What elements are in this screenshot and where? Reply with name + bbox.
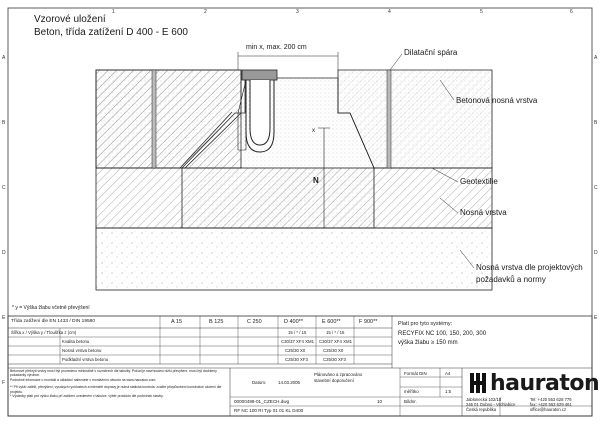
grid-col-1: 1 — [112, 9, 115, 15]
address-3: Česká republika — [466, 407, 497, 412]
contact-2[interactable]: fax: +420 553 629 461 — [530, 402, 572, 407]
row-n-d: C25/30 X0 — [285, 348, 306, 353]
channel-grating — [242, 70, 277, 80]
expansion-joint-left — [152, 70, 156, 168]
grid-row-c: C — [2, 185, 6, 191]
drawing-number: 00000498-01_CZECH.dwg — [234, 399, 290, 404]
drain-channel — [250, 80, 270, 145]
grid-row-c-right: C — [594, 185, 598, 191]
note-3: ** Při vyšší zátěži, převýšení, vysokých rychlostech a intenzitě dopravy je nutná statická kontrola; zvažte přizpůsobení konstrukce uložení dle projektu. — [10, 385, 222, 394]
notes-block — [10, 369, 228, 398]
note-1: Betonové překrytí vrstvy musí být provedeno minimálně v rozměrech dle tabulky. Pokud je navrhováno nižší převýšení, musí být dodrženy požadavky výrobce. — [10, 369, 217, 378]
grid-row-e-right: E — [594, 315, 598, 321]
row-quality-d: C30/37 XF4 XM1 — [281, 339, 314, 344]
class-f900: F 900** — [359, 319, 378, 325]
systems-list: RECYFIX NC 100, 150, 200, 300 — [398, 331, 487, 337]
grid-row-a: A — [2, 55, 6, 61]
label-design-layer-1: Nosná vrstva dle projektových — [476, 263, 583, 272]
planned-value: stavební doporučení — [314, 378, 354, 383]
row-n-label: Nosná vrstva betonu — [62, 348, 102, 353]
note-2: Podrobné informace o montáži a ukládání naleznete v montážním návodu na www.hauraton.com. — [10, 377, 157, 382]
class-e600: E 600** — [322, 319, 341, 325]
date-label: Datum: — [252, 380, 267, 385]
label-design-layer-2: požadavků a normy — [476, 275, 546, 284]
row-xyz-d: 15 / * / 15 — [288, 330, 307, 335]
date-value: 14.03.2005 — [278, 380, 300, 385]
format-label: Formát DIN — [404, 371, 427, 376]
grid-row-e: E — [2, 315, 6, 321]
row-quality-e: C30/37 XF4 XM1 — [319, 339, 352, 344]
row-xyz-e: 15 / * / 15 — [326, 330, 345, 335]
label-expansion-joint: Dilatační spára — [404, 48, 458, 57]
grid-col-4: 4 — [388, 9, 391, 15]
footnote: * y = Výška žlabu včetně převýšení — [12, 305, 90, 311]
row-base-e: C25/30 XF3 — [323, 357, 346, 362]
label-concrete-layer: Betonová nosná vrstva — [456, 96, 538, 105]
systems-title: Platí pro tyto systémy: — [398, 321, 453, 327]
drawing-reference: RF NC 100 RI Typ 01 01 KL D400 — [234, 408, 304, 413]
grid-row-d-right: D — [594, 250, 598, 256]
row-base-label: Podkladní vrstva betonu — [62, 357, 109, 362]
class-d400: D 400** — [284, 319, 303, 325]
height-note: výška žlabu ≥ 150 mm — [398, 340, 458, 346]
format-value: A4 — [445, 371, 451, 376]
scale-label: měřítko — [404, 389, 419, 394]
grid-row-b-right: B — [594, 120, 598, 126]
class-b125: B 125 — [209, 319, 224, 325]
grid-col-5: 5 — [480, 9, 483, 15]
planned-label: Plánováno a zpracováno — [314, 372, 363, 377]
grid-col-6: 6 — [570, 9, 573, 15]
grid-col-2: 2 — [204, 9, 207, 15]
grid-col-3: 3 — [296, 9, 299, 15]
expansion-joint-right — [387, 70, 391, 168]
dimension-label: min x, max. 200 cm — [246, 44, 307, 51]
company-logo: hauraton — [490, 371, 600, 396]
row-base-d: C25/30 XF3 — [285, 357, 308, 362]
hauraton-logo-icon — [470, 373, 488, 393]
address-1: Jablonecká 102/18 — [466, 397, 502, 402]
label-base-layer: Nosná vrstva — [460, 208, 507, 217]
class-a15: A 15 — [171, 319, 183, 325]
label-geotextile: Geotextilie — [460, 177, 498, 186]
scale-value: 1:5 — [445, 389, 452, 394]
unit-label: Bildnr. — [404, 399, 417, 404]
page-title: Vzorové uložení — [34, 14, 106, 25]
row-quality-label: Kvalita betonu — [62, 339, 90, 344]
contact-1: Tel: +420 553 628 776 — [530, 397, 572, 402]
grid-row-d: D — [2, 250, 6, 256]
sheet-number: 10 — [377, 399, 383, 404]
table-header-label: Třída zatížení dle EN 1433 / DIN 19580 — [11, 319, 95, 324]
grid-row-a-right: A — [594, 55, 598, 61]
row-xyz-label: Šířka x / Výška y / Tloušťka z (cm) — [11, 330, 77, 335]
row-n-e: C25/30 X0 — [323, 348, 344, 353]
contact-email[interactable]: office@hauraton.cz — [530, 407, 567, 412]
grid-row-f: F — [2, 380, 6, 386]
width-label: x — [312, 128, 315, 134]
page-subtitle: Beton, třída zatížení D 400 - E 600 — [34, 27, 188, 38]
grid-row-b: B — [2, 120, 6, 126]
class-c250: C 250 — [247, 319, 262, 325]
address-2: 246 01 Dubno - Vrchlabice — [466, 402, 516, 407]
base-layer — [96, 228, 492, 290]
note-4: * Výsledky platí pro výšku žlabu při zatížení uvedeném v tabulce, výběr produktu dle podmínek stavby. — [10, 394, 164, 399]
height-label: N — [313, 176, 319, 185]
